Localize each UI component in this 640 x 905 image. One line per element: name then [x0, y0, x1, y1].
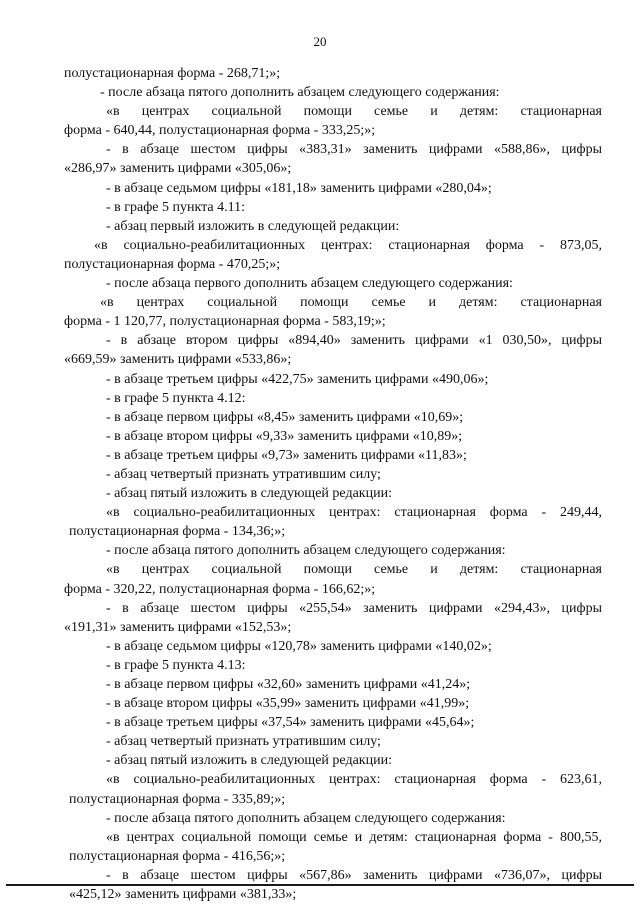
- text-line: «в центрах социальной помощи семье и детям: стационарная: [100, 295, 602, 311]
- text-line: - в абзаце втором цифры «35,99» заменить цифрами «41,99»;: [106, 696, 470, 712]
- text-line: - после абзаца пятого дополнить абзацем следующего содержания:: [106, 810, 506, 826]
- text-line: - в абзаце третьем цифры «9,73» заменить цифрами «11,83»;: [106, 447, 467, 463]
- text-line: - после абзаца пятого дополнить абзацем следующего содержания:: [106, 543, 506, 559]
- text-line: - в графе 5 пункта 4.12:: [106, 390, 246, 406]
- text-line: - абзац пятый изложить в следующей редакции:: [106, 753, 392, 769]
- bottom-rule: [6, 884, 634, 886]
- page-number: 20: [313, 34, 327, 49]
- text-line: «в центрах социальной помощи семье и детям: стационарная: [106, 562, 602, 578]
- text-line: - после абзаца первого дополнить абзацем следующего содержания:: [106, 276, 513, 292]
- text-line: форма - 640,44, полустационарная форма - 333,25;»;: [64, 123, 376, 139]
- text-line: полустационарная форма - 470,25;»;: [64, 256, 281, 272]
- text-line: полустационарная форма - 268,71;»;: [64, 66, 281, 81]
- text-line: - в абзаце третьем цифры «422,75» заменить цифрами «490,06»;: [106, 371, 489, 387]
- text-line: «в центрах социальной помощи семье и детям: стационарная форма - 800,55,: [106, 829, 602, 845]
- text-line: - в абзаце первом цифры «8,45» заменить цифрами «10,69»;: [106, 409, 464, 425]
- text-line: - в абзаце втором цифры «9,33» заменить цифрами «10,89»;: [106, 428, 463, 444]
- text-line: полустационарная форма - 134,36;»;: [69, 524, 286, 540]
- text-line: форма - 1 120,77, полустационарная форма - 583,19;»;: [64, 314, 386, 330]
- text-line: «в социально-реабилитационных центрах: стационарная форма - 623,61,: [106, 772, 602, 788]
- text-line: - в абзаце шестом цифры «383,31» заменить цифрами «588,86», цифры: [106, 142, 602, 158]
- text-line: «в центрах социальной помощи семье и детям: стационарная: [106, 104, 602, 120]
- text-line: «286,97» заменить цифрами «305,06»;: [64, 161, 292, 177]
- text-line: форма - 320,22, полустационарная форма - 166,62;»;: [64, 581, 376, 597]
- text-line: - абзац четвертый признать утратившим силу;: [106, 466, 381, 482]
- text-line: - после абзаца пятого дополнить абзацем следующего содержания:: [100, 85, 500, 101]
- text-line: - в абзаце шестом цифры «567,86» заменить цифрами «736,07», цифры: [106, 867, 602, 883]
- text-line: «669,59» заменить цифрами «533,86»;: [64, 352, 292, 368]
- text-line: - в графе 5 пункта 4.11:: [106, 199, 245, 215]
- text-line: «в социально-реабилитационных центрах: стационарная форма - 873,05,: [94, 237, 602, 253]
- text-line: - абзац пятый изложить в следующей редакции:: [106, 486, 392, 502]
- text-line: «425,12» заменить цифрами «381,33»;: [69, 887, 297, 903]
- text-line: - в графе 5 пункта 4.13:: [106, 657, 246, 673]
- text-line: «191,31» заменить цифрами «152,53»;: [64, 619, 292, 635]
- text-line: - в абзаце втором цифры «894,40» заменить цифрами «1 030,50», цифры: [106, 333, 602, 349]
- text-line: - в абзаце третьем цифры «37,54» заменить цифрами «45,64»;: [106, 715, 475, 731]
- document-body: [64, 64, 602, 904]
- text-line: полустационарная форма - 416,56;»;: [69, 848, 286, 864]
- text-line: - в абзаце первом цифры «32,60» заменить цифрами «41,24»;: [106, 677, 471, 692]
- text-line: полустационарная форма - 335,89;»;: [69, 791, 286, 807]
- text-line: - абзац первый изложить в следующей редакции:: [106, 218, 400, 234]
- text-line: - в абзаце седьмом цифры «181,18» заменить цифрами «280,04»;: [106, 180, 492, 196]
- text-line: - в абзаце седьмом цифры «120,78» заменить цифрами «140,02»;: [106, 638, 492, 654]
- text-line: «в социально-реабилитационных центрах: стационарная форма - 249,44,: [106, 505, 602, 521]
- text-line: - в абзаце шестом цифры «255,54» заменить цифрами «294,43», цифры: [106, 600, 602, 616]
- text-line: - абзац четвертый признать утратившим силу;: [106, 734, 381, 750]
